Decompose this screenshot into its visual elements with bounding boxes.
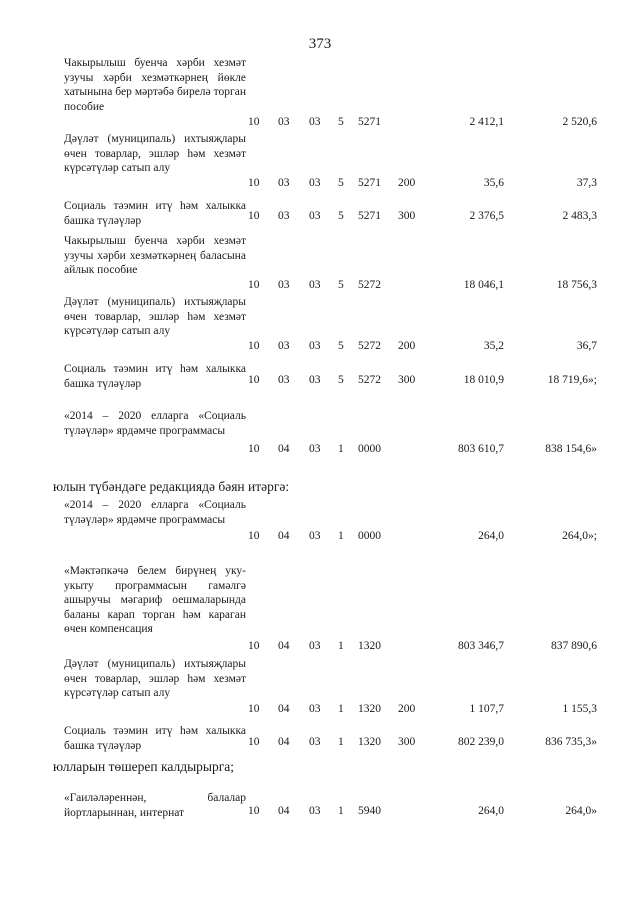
target-code-a: 03 [309,374,321,386]
target-code-c: 0000 [358,530,381,542]
amount-2016: 1 155,3 [562,703,597,715]
row-codes [0,210,640,225]
row-codes [0,340,640,355]
amount-2015: 1 107,7 [469,703,504,715]
amount-2015: 18 046,1 [463,279,504,291]
target-code-a: 03 [309,340,321,352]
amount-2015: 2 412,1 [469,116,504,128]
expense-type-code: 200 [398,703,416,715]
target-code-b: 5 [338,116,344,128]
row-description: Чакырылыш буенча хәрби хезмәт узучы хәрби хезмәткәрнең баласына айлык пособие [64,235,246,277]
target-code-c: 1320 [358,640,381,652]
section-code: 10 [248,279,260,291]
target-code-a: 03 [309,116,321,128]
amount-2016: 2 520,6 [562,116,597,128]
subsection-code: 04 [278,703,290,715]
target-code-b: 1 [338,443,344,455]
row-codes [0,703,640,718]
section-code: 10 [248,340,260,352]
amount-2016: 2 483,3 [562,210,597,222]
target-code-b: 5 [338,374,344,386]
section-code: 10 [248,805,260,817]
row-description: Дәүләт (муниципаль) ихтыяҗлары өчен товарлар, эшләр һәм хезмәт күрсәтүләр сатып алу [64,658,246,700]
section-code: 10 [248,210,260,222]
row-codes [0,177,640,192]
amount-2015: 35,6 [483,177,504,189]
row-description: Социаль тәэмин итү һәм халыкка башка түләүләр [64,200,246,227]
section-code: 10 [248,443,260,455]
target-code-b: 5 [338,177,344,189]
target-code-c: 1320 [358,736,381,748]
section-code: 10 [248,374,260,386]
target-code-c: 5271 [358,116,381,128]
expense-type-code: 300 [398,374,416,386]
row-codes [0,805,640,820]
amount-2015: 264,0 [478,805,504,817]
target-code-b: 1 [338,703,344,715]
target-code-a: 03 [309,640,321,652]
section-code: 10 [248,640,260,652]
row-codes [0,530,640,545]
target-code-b: 1 [338,736,344,748]
row-codes [0,279,640,294]
instruction-replace: юлын түбәндәге редакциядә бәян итәргә: [53,479,290,494]
amount-2016: 837 890,6 [551,640,597,652]
amount-2015: 18 010,9 [463,374,504,386]
target-code-a: 03 [309,279,321,291]
amount-2016: 37,3 [576,177,597,189]
subsection-code: 03 [278,116,290,128]
amount-2015: 802 239,0 [458,736,504,748]
row-description: «Гаиләләреннән, балалар йортларыннан, интернат [64,792,246,819]
amount-2016: 264,0»; [562,530,597,542]
target-code-b: 1 [338,640,344,652]
section-code: 10 [248,177,260,189]
target-code-a: 03 [309,530,321,542]
subsection-code: 03 [278,210,290,222]
instruction-delete: юлларын төшереп калдырырга; [53,759,235,774]
expense-type-code: 300 [398,736,416,748]
row-description: Чакырылыш буенча хәрби хезмәт узучы хәрби хезмәткәрнең йөкле хатынына бер мәртәбә бирелә торган пособие [64,57,246,113]
target-code-c: 5940 [358,805,381,817]
section-code: 10 [248,116,260,128]
target-code-c: 5272 [358,374,381,386]
expense-type-code: 200 [398,340,416,352]
subsection-code: 03 [278,177,290,189]
target-code-a: 03 [309,703,321,715]
row-description: Социаль тәэмин итү һәм халыкка башка түләүләр [64,725,246,752]
target-code-a: 03 [309,443,321,455]
amount-2015: 264,0 [478,530,504,542]
target-code-a: 03 [309,736,321,748]
target-code-a: 03 [309,177,321,189]
subsection-code: 04 [278,530,290,542]
amount-2016: 838 154,6» [545,443,597,455]
subsection-code: 04 [278,736,290,748]
target-code-c: 5272 [358,279,381,291]
amount-2016: 18 719,6»; [547,374,597,386]
row-description: Дәүләт (муниципаль) ихтыяҗлары өчен товарлар, эшләр һәм хезмәт күрсәтүләр сатып алу [64,296,246,338]
subsection-code: 04 [278,443,290,455]
subsection-code: 04 [278,640,290,652]
target-code-a: 03 [309,210,321,222]
target-code-c: 5271 [358,210,381,222]
subsection-code: 04 [278,805,290,817]
row-codes [0,640,640,655]
target-code-c: 5271 [358,177,381,189]
amount-2015: 803 610,7 [458,443,504,455]
amount-2015: 2 376,5 [469,210,504,222]
row-description: «2014 – 2020 елларга «Социаль түләүләр» ярдәмче программасы [64,499,246,526]
row-codes [0,116,640,131]
subsection-code: 03 [278,279,290,291]
section-code: 10 [248,530,260,542]
amount-2016: 18 756,3 [556,279,597,291]
row-codes [0,443,640,458]
target-code-c: 0000 [358,443,381,455]
page-number: 373 [308,36,332,52]
target-code-b: 5 [338,340,344,352]
row-codes [0,374,640,389]
section-code: 10 [248,736,260,748]
row-description: Социаль тәэмин итү һәм халыкка башка түләүләр [64,363,246,390]
target-code-a: 03 [309,805,321,817]
row-description: Дәүләт (муниципаль) ихтыяҗлары өчен товарлар, эшләр һәм хезмәт күрсәтүләр сатып алу [64,133,246,175]
target-code-c: 1320 [358,703,381,715]
amount-2016: 36,7 [576,340,597,352]
amount-2016: 836 735,3» [545,736,597,748]
section-code: 10 [248,703,260,715]
expense-type-code: 300 [398,210,416,222]
amount-2016: 264,0» [565,805,597,817]
target-code-c: 5272 [358,340,381,352]
row-codes [0,736,640,751]
row-description: «Мәктәпкәчә белем бирүнең уку-укыту программасын гамәлгә ашыручы мәгариф оешмаларында баланы карап торган һәм караган өчен компенсация [64,565,246,636]
expense-type-code: 200 [398,177,416,189]
row-description: «2014 – 2020 елларга «Социаль түләүләр» ярдәмче программасы [64,410,246,437]
subsection-code: 03 [278,340,290,352]
amount-2015: 803 346,7 [458,640,504,652]
target-code-b: 5 [338,279,344,291]
amount-2015: 35,2 [483,340,504,352]
subsection-code: 03 [278,374,290,386]
target-code-b: 5 [338,210,344,222]
target-code-b: 1 [338,805,344,817]
target-code-b: 1 [338,530,344,542]
